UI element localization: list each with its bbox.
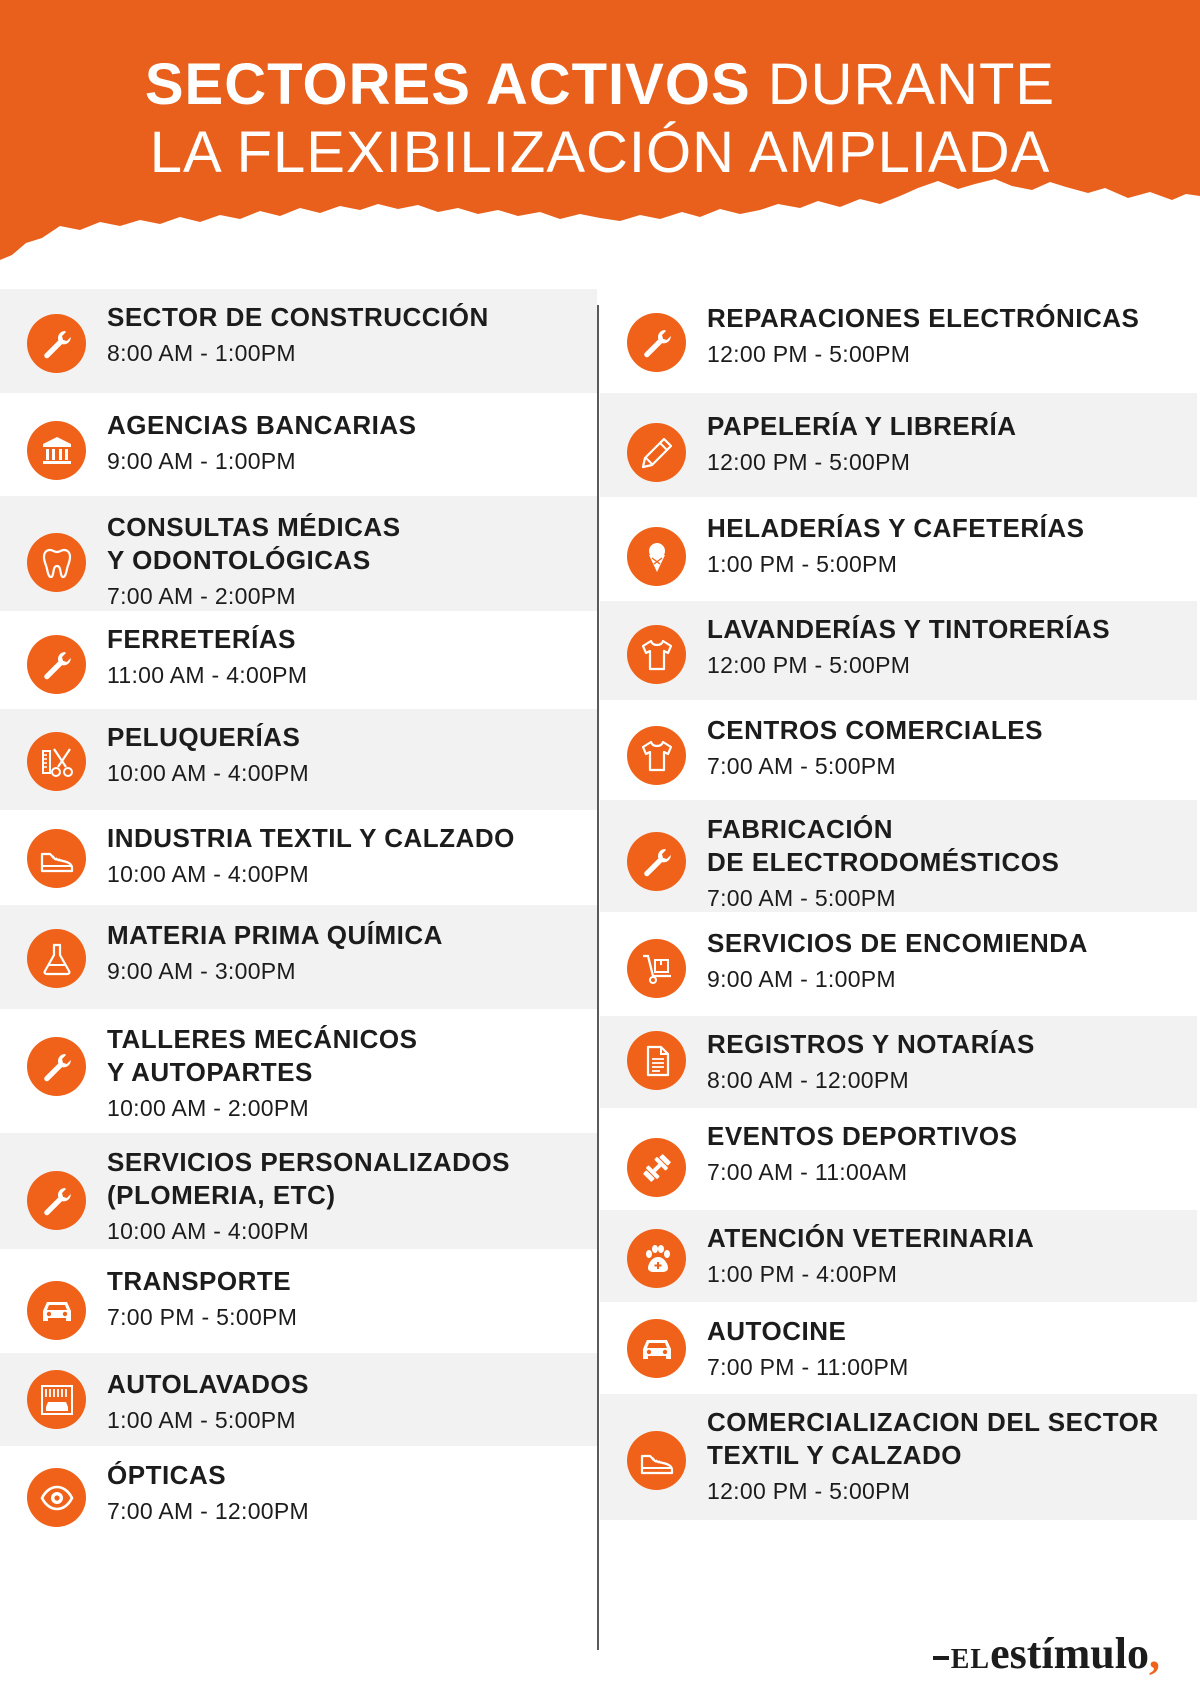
sector-text [707,1120,1017,1187]
sector-name: FERRETERÍAS [107,624,296,654]
wrench-icon [627,313,686,372]
car-wash-icon [27,1370,86,1429]
sector-hours: 10:00 AM - 2:00PM [107,1095,309,1121]
tshirt-icon [627,726,686,785]
sector-hours: 7:00 PM - 5:00PM [107,1304,298,1330]
sector-text [107,721,309,788]
sector-name: SERVICIOS PERSONALIZADOS [107,1147,511,1177]
sector-hours: 12:00 PM - 5:00PM [707,652,911,678]
column-divider [597,305,599,1650]
sector-name-line2: Y AUTOPARTES [107,1057,313,1087]
sector-hours: 11:00 AM - 4:00PM [107,662,308,688]
sector-row-servicios-de-encomienda [600,912,1197,1016]
sector-text [707,927,1088,994]
sector-row-materia-prima-quimica [0,905,597,1009]
sector-name: CONSULTAS MÉDICAS [107,512,401,542]
car-icon [27,1281,86,1340]
dumbbell-icon [627,1138,686,1197]
sector-name-line2: (PLOMERIA, ETC) [107,1180,336,1210]
sector-text [707,813,1059,913]
sector-hours: 1:00 PM - 4:00PM [707,1261,898,1287]
sector-row-autolavados [0,1353,597,1446]
sector-name: AGENCIAS BANCARIAS [107,410,417,440]
sector-hours: 7:00 AM - 11:00AM [707,1159,908,1185]
sector-hours: 10:00 AM - 4:00PM [107,1218,309,1244]
sector-name: REPARACIONES ELECTRÓNICAS [707,303,1140,333]
sector-name-line2: TEXTIL Y CALZADO [707,1440,963,1470]
pencil-icon [627,423,686,482]
wrench-icon [27,635,86,694]
eye-icon [27,1468,86,1527]
sector-row-servicios-personalizados [0,1133,597,1249]
sector-row-fabricacion [600,800,1197,912]
sector-hours: 9:00 AM - 3:00PM [107,958,296,984]
sector-text [107,822,515,889]
sector-row-comercializacion-del-sector [600,1394,1197,1520]
shoe-icon [27,829,86,888]
sector-name: COMERCIALIZACION DEL SECTOR [707,1407,1159,1437]
tooth-icon [27,533,86,592]
page-title-line1 [0,52,1200,117]
sector-name-line2: Y ODONTOLÓGICAS [107,545,371,575]
sector-row-centros-comerciales [600,700,1197,800]
sector-name: SECTOR DE CONSTRUCCIÓN [107,302,489,332]
shoe-icon [627,1431,686,1490]
wrench-icon [627,832,686,891]
sector-hours: 12:00 PM - 5:00PM [707,449,911,475]
ice-cream-icon [627,527,686,586]
sector-text [707,512,1084,579]
sector-name-line2: DE ELECTRODOMÉSTICOS [707,847,1060,877]
sector-name: EVENTOS DEPORTIVOS [707,1121,1018,1151]
sector-text [107,511,401,611]
sector-hours: 10:00 AM - 4:00PM [107,760,309,786]
sector-hours: 7:00 AM - 12:00PM [107,1498,309,1524]
sector-text [107,409,416,476]
sector-text [707,410,1017,477]
sector-name: CENTROS COMERCIALES [707,715,1043,745]
sector-row-atencion-veterinaria [600,1210,1197,1302]
sector-text [107,1459,309,1526]
flask-icon [27,929,86,988]
sector-row-opticas [0,1446,597,1541]
sector-hours: 9:00 AM - 1:00PM [107,448,296,474]
sector-text [107,1265,297,1332]
sector-name: ÓPTICAS [107,1460,227,1490]
sector-hours: 7:00 PM - 11:00PM [707,1354,909,1380]
wrench-icon [27,1171,86,1230]
wrench-icon [27,314,86,373]
sector-row-consultas-medicas [0,496,597,611]
sector-text [107,623,307,690]
header-banner [0,0,1200,262]
sector-name: ATENCIÓN VETERINARIA [707,1223,1035,1253]
sector-text [707,302,1139,369]
sector-hours: 8:00 AM - 12:00PM [707,1067,909,1093]
sector-text [707,714,1043,781]
sector-name: AUTOCINE [707,1316,847,1346]
paw-icon [627,1229,686,1288]
sector-row-papeleria-y-libreria [600,393,1197,497]
sector-name: HELADERÍAS Y CAFETERÍAS [707,513,1085,543]
hand-truck-icon [627,939,686,998]
sector-row-heladerias-y-cafeterias [600,497,1197,601]
sector-text [707,1406,1159,1506]
sector-row-eventos-deportivos [600,1108,1197,1210]
sector-text [107,1368,309,1435]
sector-hours: 7:00 AM - 2:00PM [107,583,296,609]
sector-row-lavanderias-y-tintorerias [600,601,1197,700]
sector-hours: 10:00 AM - 4:00PM [107,861,309,887]
sector-name: TRANSPORTE [107,1266,292,1296]
el-estimulo-logo: ELestímulo, [933,1628,1160,1679]
sector-name: SERVICIOS DE ENCOMIENDA [707,928,1088,958]
sector-text [707,613,1110,680]
sector-hours: 7:00 AM - 5:00PM [707,753,896,779]
scissors-comb-icon [27,732,86,791]
sector-text [107,1023,417,1123]
sector-row-agencias-bancarias [0,393,597,496]
sector-row-talleres-mecanicos [0,1009,597,1133]
sector-name: REGISTROS Y NOTARÍAS [707,1029,1035,1059]
sector-name: TALLERES MECÁNICOS [107,1024,418,1054]
sector-hours: 1:00 PM - 5:00PM [707,551,898,577]
sector-name: INDUSTRIA TEXTIL Y CALZADO [107,823,515,853]
sector-text [707,1222,1034,1289]
sector-text [107,301,489,368]
car-icon [627,1319,686,1378]
sector-row-reparaciones-electronicas [600,289,1197,393]
sector-hours: 1:00 AM - 5:00PM [107,1407,296,1433]
sector-name: MATERIA PRIMA QUÍMICA [107,920,443,950]
wrench-icon [27,1037,86,1096]
sector-hours: 9:00 AM - 1:00PM [707,966,896,992]
sector-text [707,1028,1035,1095]
title-bold-text: SECTORES ACTIVOS [144,52,751,117]
sector-name: FABRICACIÓN [707,814,894,844]
sector-row-sector-de-construccion [0,289,597,393]
sector-row-transporte [0,1249,597,1353]
page-title-line2: LA FLEXIBILIZACIÓN AMPLIADA [149,120,1051,185]
sector-name: LAVANDERÍAS Y TINTORERÍAS [707,614,1111,644]
sector-row-autocine [600,1302,1197,1394]
sector-row-registros-y-notarias [600,1016,1197,1108]
bank-icon [27,421,86,480]
sector-hours: 8:00 AM - 1:00PM [107,340,296,366]
sector-hours: 7:00 AM - 5:00PM [707,885,896,911]
sector-text [107,919,443,986]
title-rest-text: DURANTE [750,52,1056,117]
sector-hours: 12:00 PM - 5:00PM [707,341,911,367]
sector-row-ferreterias [0,611,597,709]
sector-name: PAPELERÍA Y LIBRERÍA [707,411,1017,441]
sector-text [107,1146,510,1246]
sector-text [707,1315,909,1382]
document-icon [627,1031,686,1090]
sector-hours: 12:00 PM - 5:00PM [707,1478,911,1504]
sector-name: PELUQUERÍAS [107,722,301,752]
sector-row-peluquerias [0,709,597,810]
sector-row-industria-textil-y-calzado [0,810,597,905]
sector-name: AUTOLAVADOS [107,1369,309,1399]
tshirt-icon [627,625,686,684]
